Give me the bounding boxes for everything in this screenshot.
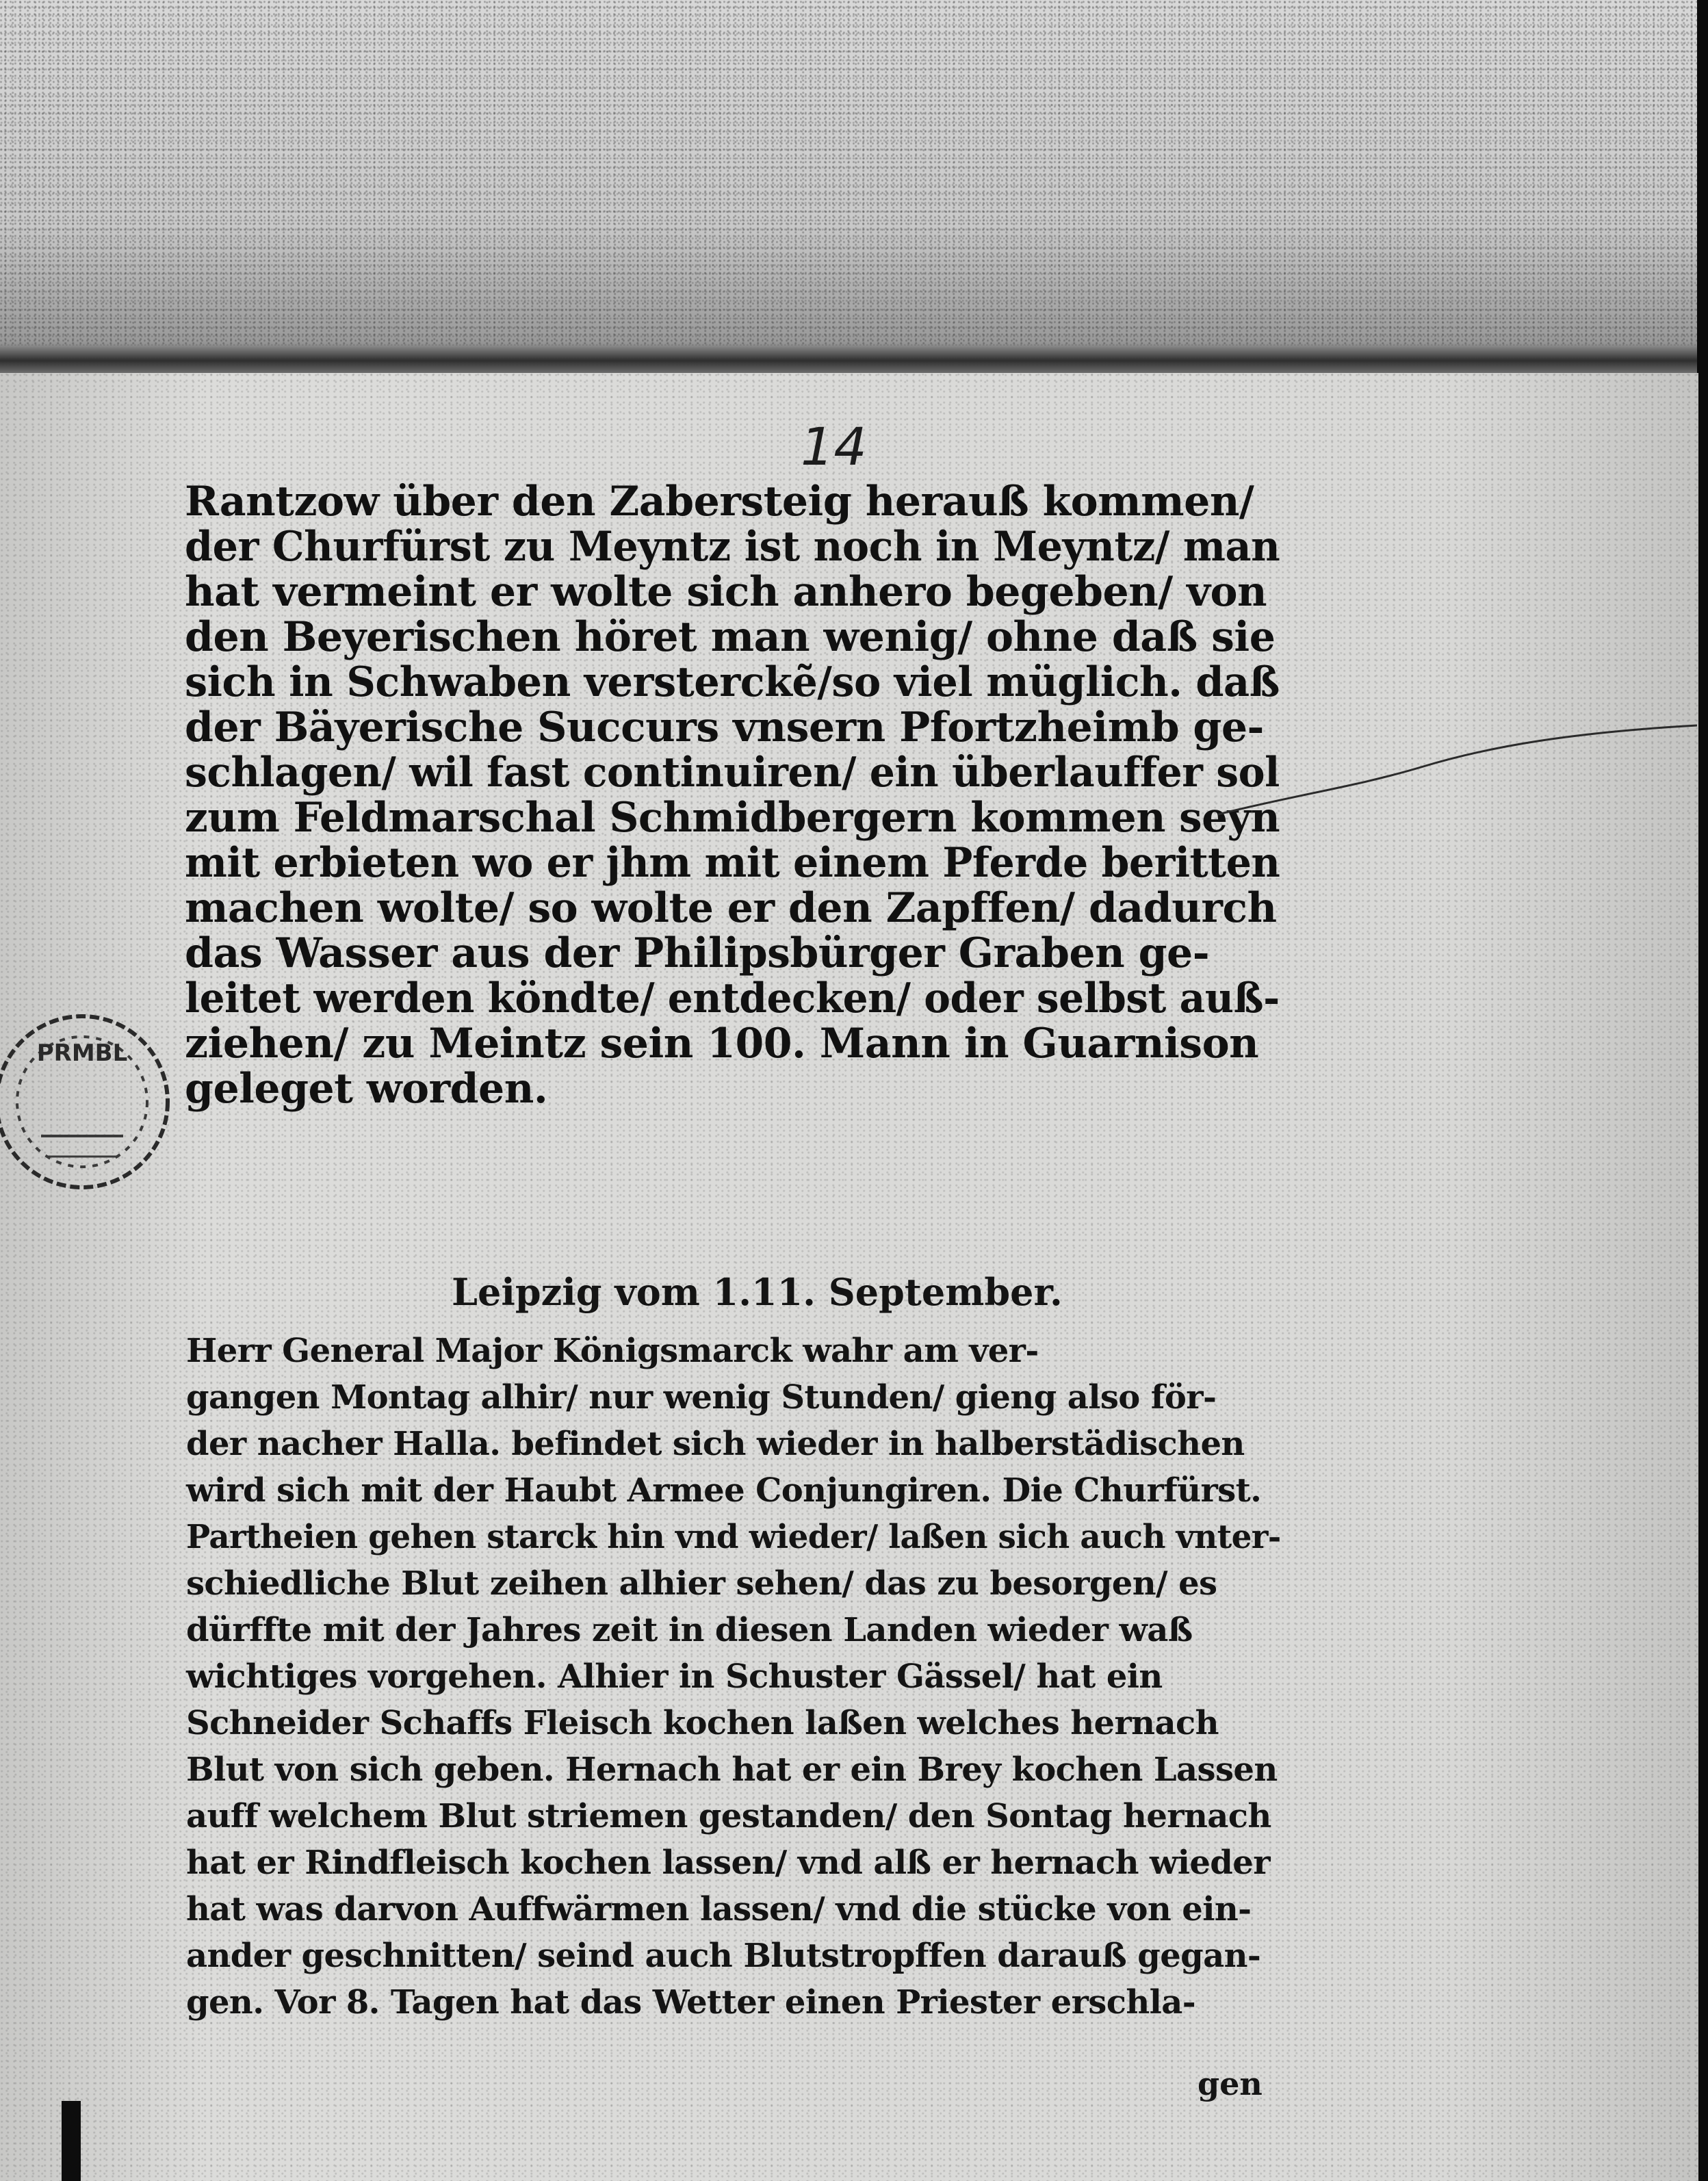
text-line: wichtiges vorgehen. Alhier in Schuster Gässel/ hat ein [186, 1657, 1163, 1696]
text-line: Partheien gehen starck hin vnd wieder/ laßen sich auch vnter- [186, 1518, 1281, 1556]
text-line: der Churfürst zu Meyntz ist noch in Meyntz/ man [185, 523, 1280, 571]
text-line: Schneider Schaffs Fleisch kochen laßen welches hernach [186, 1704, 1219, 1742]
text-line: mit erbieten wo er jhm mit einem Pferde beritten [185, 839, 1280, 887]
section-heading: Leipzig vom 1.11. September. [452, 1270, 1063, 1314]
text-line: Herr General Major Königsmarck wahr am ver- [186, 1332, 1039, 1370]
text-line: ander geschnitten/ seind auch Blutstropffen darauß gegan- [186, 1937, 1261, 1975]
binding-mark [62, 2101, 81, 2181]
text-line: der nacher Halla. befindet sich wieder in halberstädischen [186, 1425, 1245, 1463]
text-line: ziehen/ zu Meintz sein 100. Mann in Guarnison [185, 1020, 1259, 1068]
text-line: gangen Montag alhir/ nur wenig Stunden/ gieng also för- [186, 1378, 1217, 1417]
text-line: schlagen/ wil fast continuiren/ ein überlauffer sol [185, 749, 1280, 797]
stamp-text: PRMBL [36, 1040, 128, 1067]
text-line: gen. Vor 8. Tagen hat das Wetter einen Priester erschla- [186, 1983, 1196, 2022]
catchword: gen [1198, 2065, 1263, 2102]
text-line: leitet werden köndte/ entdecken/ oder selbst auß- [185, 975, 1280, 1022]
paragraph-1 [185, 479, 1280, 1111]
text-line: auff welchem Blut striemen gestanden/ den Sontag hernach [186, 1797, 1271, 1835]
text-line: der Bäyerische Succurs vnsern Pfortzheimb ge- [185, 704, 1264, 751]
text-line: dürffte mit der Jahres zeit in diesen Landen wieder waß [186, 1611, 1193, 1649]
page-number: 14 [801, 416, 867, 477]
text-line: sich in Schwaben versterckẽ/so viel müglich. daß [185, 658, 1280, 706]
text-line: schiedliche Blut zeihen alhier sehen/ das zu besorgen/ es [186, 1564, 1217, 1603]
text-line: geleget worden. [185, 1065, 548, 1113]
backing-sheet-edge [0, 346, 1697, 373]
text-line: wird sich mit der Haubt Armee Conjungiren. Die Churfürst. [186, 1471, 1262, 1510]
text-line: machen wolte/ so wolte er den Zapffen/ dadurch [185, 884, 1277, 932]
paragraph-2 [186, 1328, 1281, 2026]
text-line: das Wasser aus der Philipsbürger Graben ge- [185, 929, 1210, 977]
text-line: den Beyerischen höret man wenig/ ohne daß sie [185, 613, 1276, 661]
text-line: Blut von sich geben. Hernach hat er ein Brey kochen Lassen [186, 1751, 1278, 1789]
text-line: zum Feldmarschal Schmidbergern kommen seyn [185, 794, 1280, 842]
backing-sheet [0, 0, 1697, 370]
text-line: hat vermeint er wolte sich anhero begeben/ von [185, 568, 1267, 616]
text-line: hat was darvon Auffwärmen lassen/ vnd die stücke von ein- [186, 1890, 1252, 1928]
text-line: hat er Rindfleisch kochen lassen/ vnd alß er hernach wieder [186, 1844, 1270, 1882]
text-line: Rantzow über den Zabersteig herauß kommen/ [185, 478, 1254, 526]
